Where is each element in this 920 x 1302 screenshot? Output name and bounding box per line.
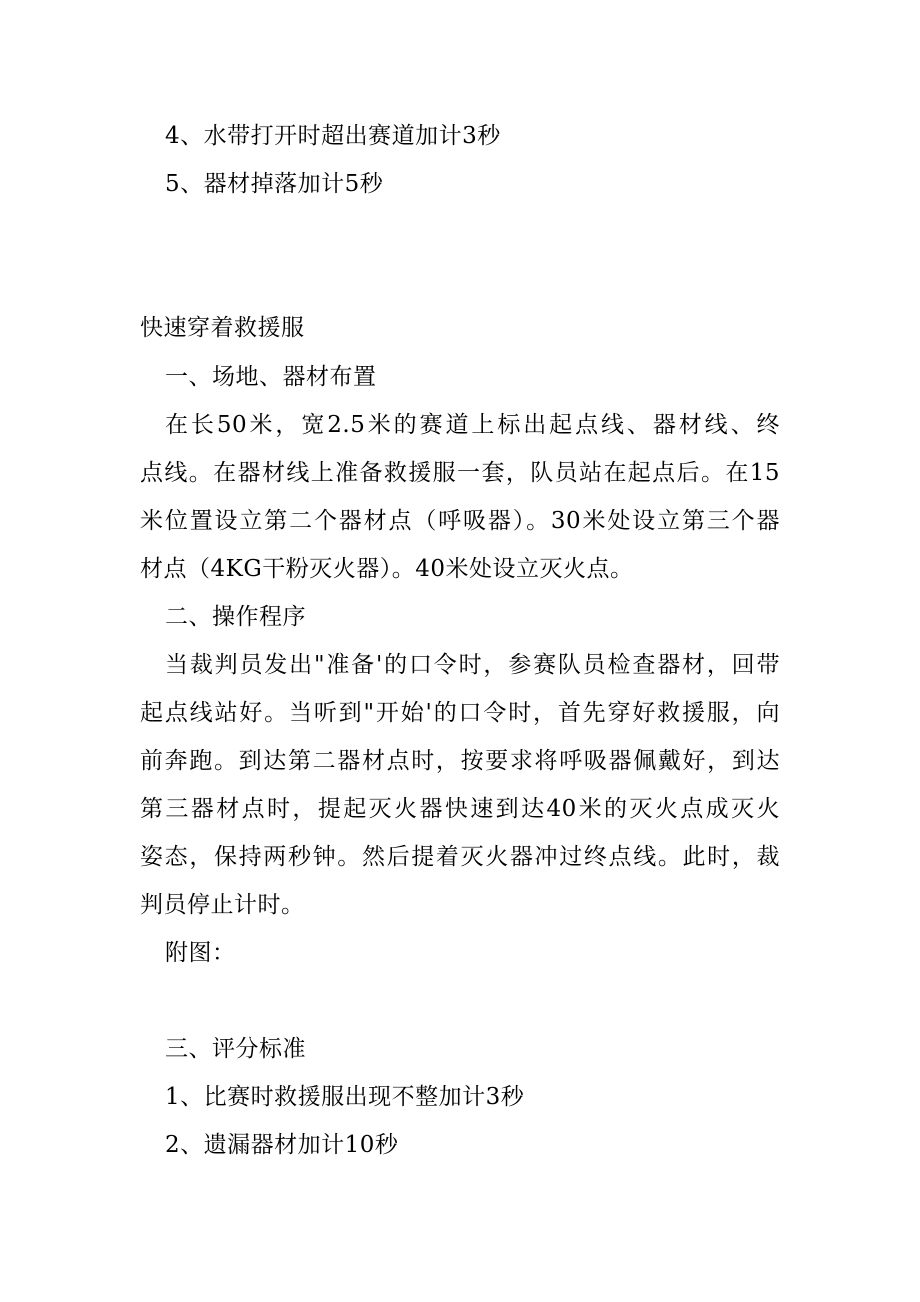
penalty-item-5: 5、器材掉落加计5秒 — [165, 171, 384, 197]
part2-line-4: 第三器材点时，提起灭火器快速到达40米的灭火点成灭火 — [140, 796, 780, 822]
part1-line-4: 材点（4KG干粉灭火器）。40米处设立灭火点。 — [140, 556, 634, 582]
scoring-item-1: 1、比赛时救援服出现不整加计3秒 — [165, 1084, 525, 1110]
scoring-item-2: 2、遗漏器材加计10秒 — [165, 1132, 399, 1158]
figure-note: 附图： — [165, 940, 236, 966]
part1-line-1: 在长50米，宽2.5米的赛道上标出起点线、器材线、终 — [165, 412, 780, 438]
part2-heading: 二、操作程序 — [165, 604, 306, 630]
part2-line-6: 判员停止计时。 — [140, 892, 305, 918]
penalty-item-4: 4、水带打开时超出赛道加计3秒 — [165, 123, 501, 149]
part1-heading: 一、场地、器材布置 — [165, 364, 377, 390]
part1-line-2: 点线。在器材线上准备救援服一套，队员站在起点后。在15 — [140, 460, 780, 486]
part2-line-1: 当裁判员发出"准备'的口令时，参赛队员检查器材，回带 — [165, 652, 780, 678]
part2-line-3: 前奔跑。到达第二器材点时，按要求将呼吸器佩戴好，到达 — [140, 748, 780, 774]
part2-line-2: 起点线站好。当听到"开始'的口令时，首先穿好救援服，向 — [140, 700, 780, 726]
part2-line-5: 姿态，保持两秒钟。然后提着灭火器冲过终点线。此时，裁 — [140, 844, 780, 870]
part1-line-3: 米位置设立第二个器材点（呼吸器）。30米处设立第三个器 — [140, 508, 780, 534]
part3-heading: 三、评分标准 — [165, 1036, 306, 1062]
section-title: 快速穿着救援服 — [140, 315, 305, 341]
